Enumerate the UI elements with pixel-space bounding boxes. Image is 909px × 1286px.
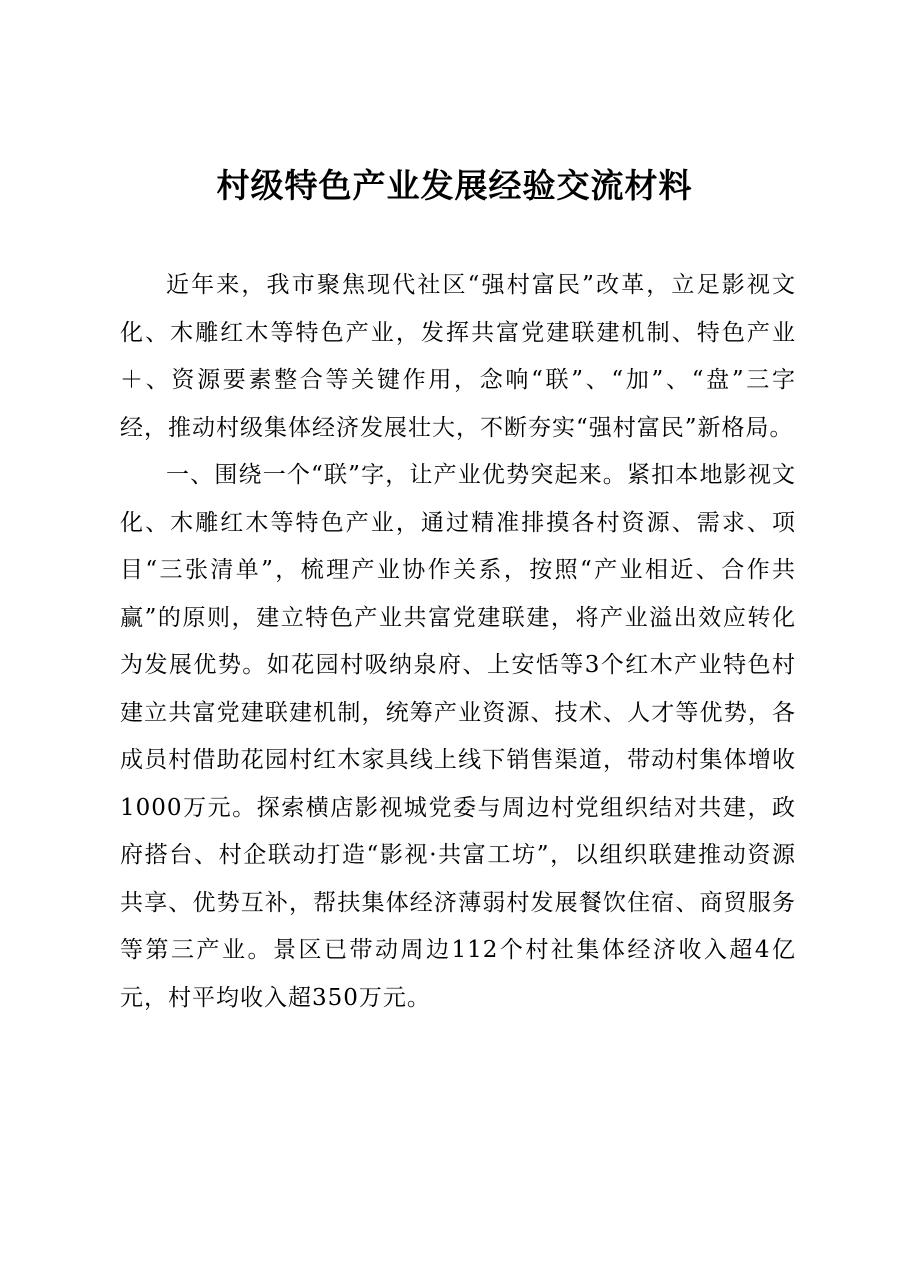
document-body <box>120 262 796 1022</box>
document-title: 村级特色产业发展经验交流材料 <box>216 166 693 205</box>
paragraph-section-one: 一、围绕一个“联”字，让产业优势突起来。紧扣本地影视文化、木雕红木等特色产业，通过精准排摸各村资源、需求、项目“三张清单”，梳理产业协作关系，按照“产业相近、合作共赢”的原则，建立特色产业共富党建联建，将产业溢出效应转化为发展优势。如花园村吸纳泉府、上安恬等3个红木产业特色村建立共富党建联建机制，统筹产业资源、技术、人才等优势，各成员村借助花园村红木家具线上线下销售渠道，带动村集体增收1000万元。探索横店影视城党委与周边村党组织结对共建，政府搭台、村企联动打造“影视·共富工坊”，以组织联建推动资源共享、优势互补，帮扶集体经济薄弱村发展餐饮住宿、商贸服务等第三产业。景区已带动周边112个村社集体经济收入超4亿元，村平均收入超350万元。 <box>120 462 796 1011</box>
paragraph-intro: 近年来，我市聚焦现代社区“强村富民”改革，立足影视文化、木雕红木等特色产业，发挥共富党建联建机制、特色产业＋、资源要素整合等关键作用，念响“联”、“加”、“盘”三字经，推动村级集体经济发展壮大，不断夯实“强村富民”新格局。 <box>120 272 796 441</box>
